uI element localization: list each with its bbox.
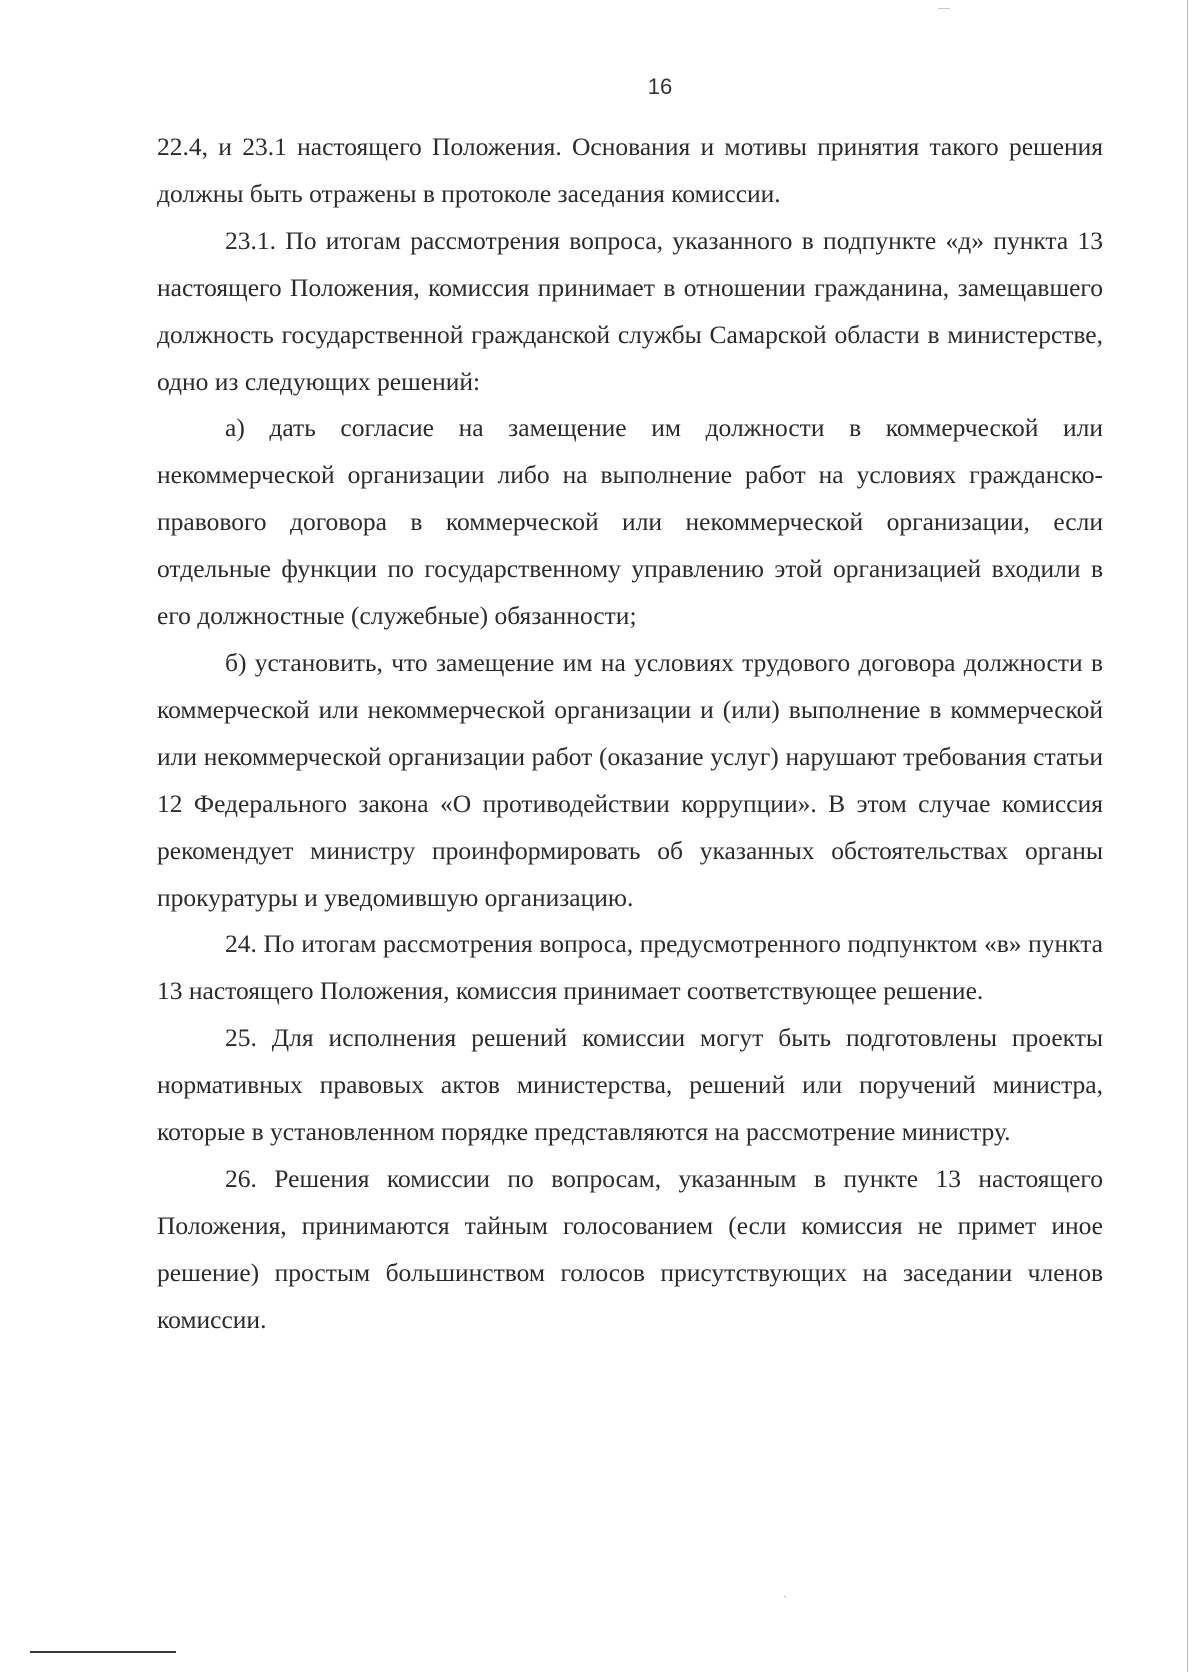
paragraph-26: 26. Решения комиссии по вопросам, указанным в пункте 13 настоящего Положения, принимаются тайным голосованием (если комиссия не примет иное решение) простым большинством голосов присутствующих на заседании членов комиссии. <box>157 1163 1103 1334</box>
footer-rule <box>30 1651 176 1653</box>
document-body <box>157 124 1103 1344</box>
page-number: 16 <box>647 74 673 99</box>
paragraph-24: 24. По итогам рассмотрения вопроса, предусмотренного подпунктом «в» пункта 13 настоящего Положения, комиссия принимает соответствующее решение. <box>157 929 1103 1006</box>
scan-artifact <box>784 1596 786 1597</box>
scan-artifact <box>938 8 950 9</box>
paragraph-b: б) установить, что замещение им на условиях трудового договора должности в коммерческой или некоммерческой организации и (или) выполнение в коммерческой или некоммерческой организации работ (оказание услуг) нарушают требования статьи 12 Федерального закона «О противодействии коррупции». В этом случае комиссия рекомендует министру проинформировать об указанных обстоятельствах органы прокуратуры и уведомившую организацию. <box>157 647 1103 912</box>
paragraph-continuation: 22.4, и 23.1 настоящего Положения. Основания и мотивы принятия такого решения должны быть отражены в протоколе заседания комиссии. <box>157 132 1103 208</box>
scan-edge-line <box>1187 0 1188 1672</box>
paragraph-25: 25. Для исполнения решений комиссии могут быть подготовлены проекты нормативных правовых актов министерства, решений или поручений министра, которые в установленном порядке представляются на рассмотрение министру. <box>157 1023 1103 1147</box>
paragraph-23-1: 23.1. По итогам рассмотрения вопроса, указанного в подпункте «д» пункта 13 настоящего Положения, комиссия принимает в отношении гражданина, замещавшего должность государственной гражданской службы Самарской области в министерстве, одно из следующих решений: <box>157 225 1103 396</box>
paragraph-a: а) дать согласие на замещение им должности в коммерческой или некоммерческой организации либо на выполнение работ на условиях гражданско-правового договора в коммерческой или некоммерческой организации, если отдельные функции по государственному управлению этой организацией входили в его должностные (служебные) обязанности; <box>157 413 1103 631</box>
